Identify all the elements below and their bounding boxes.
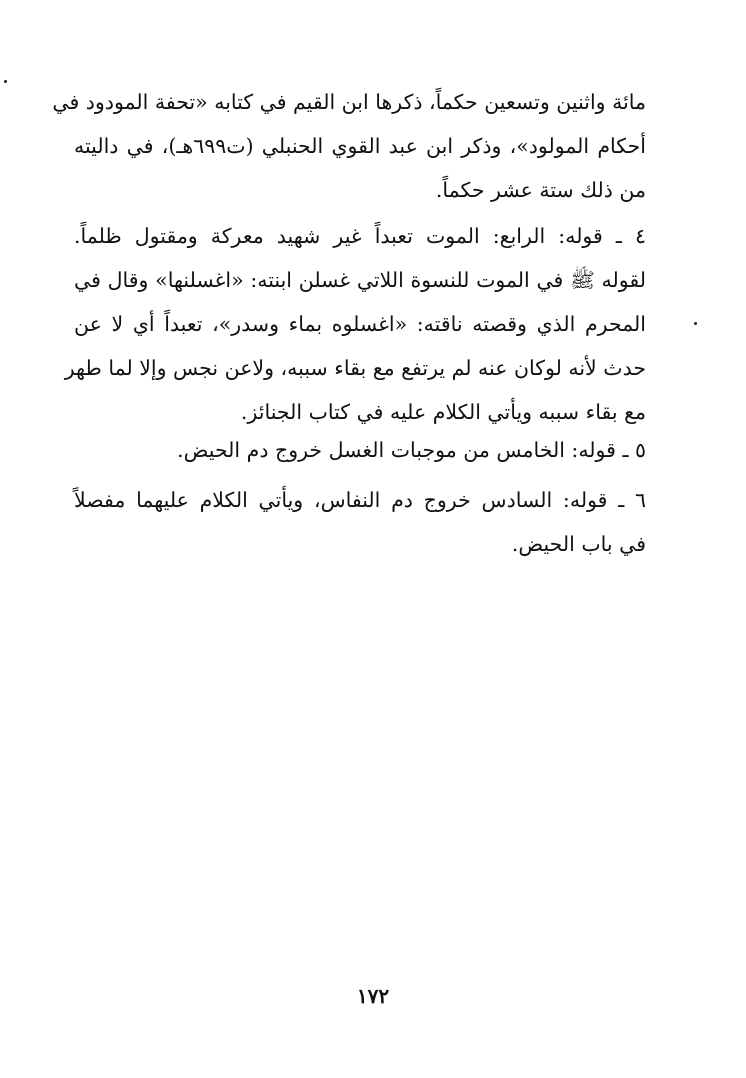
paragraph-4	[74, 478, 646, 566]
page-number: ١٧٢	[356, 984, 390, 1008]
text-line: أحكام المولود»، وذكر ابن عبد القوي الحنبلي (ت٦٩٩هـ)، في داليته	[74, 134, 646, 158]
text-line: مع بقاء سببه ويأتي الكلام عليه في كتاب الجنائز.	[240, 400, 646, 424]
text-line: ٦ ـ قوله: السادس خروج دم النفاس، ويأتي الكلام عليهما مفصلاً	[74, 488, 646, 512]
text-line: ٥ ـ قوله: الخامس من موجبات الغسل خروج دم الحيض.	[177, 438, 646, 462]
text-line: لقوله ﷺ في الموت للنسوة اللاتي غسلن ابنته: «اغسلنها» وقال في	[74, 268, 646, 292]
text-line: في باب الحيض.	[511, 532, 646, 556]
paragraph-2	[64, 214, 646, 434]
text-line: من ذلك ستة عشر حكماً.	[435, 178, 646, 202]
paragraph-1	[52, 80, 646, 212]
text-line: ٤ ـ قوله: الرابع: الموت تعبداً غير شهيد معركة ومقتول ظلماً.	[74, 224, 646, 248]
text-line: المحرم الذي وقصته ناقته: «اغسلوه بماء وسدر»، تعبداً أي لا عن	[74, 312, 646, 336]
scan-speck	[694, 322, 697, 325]
paragraph-3	[74, 428, 646, 472]
scan-speck	[4, 80, 7, 83]
text-line: حدث لأنه لوكان عنه لم يرتفع مع بقاء سببه، ولاعن نجس وإلا لما طهر	[64, 356, 646, 380]
text-line: مائة واثنين وتسعين حكماً، ذكرها ابن القيم في كتابه «تحفة المودود في	[52, 90, 646, 114]
